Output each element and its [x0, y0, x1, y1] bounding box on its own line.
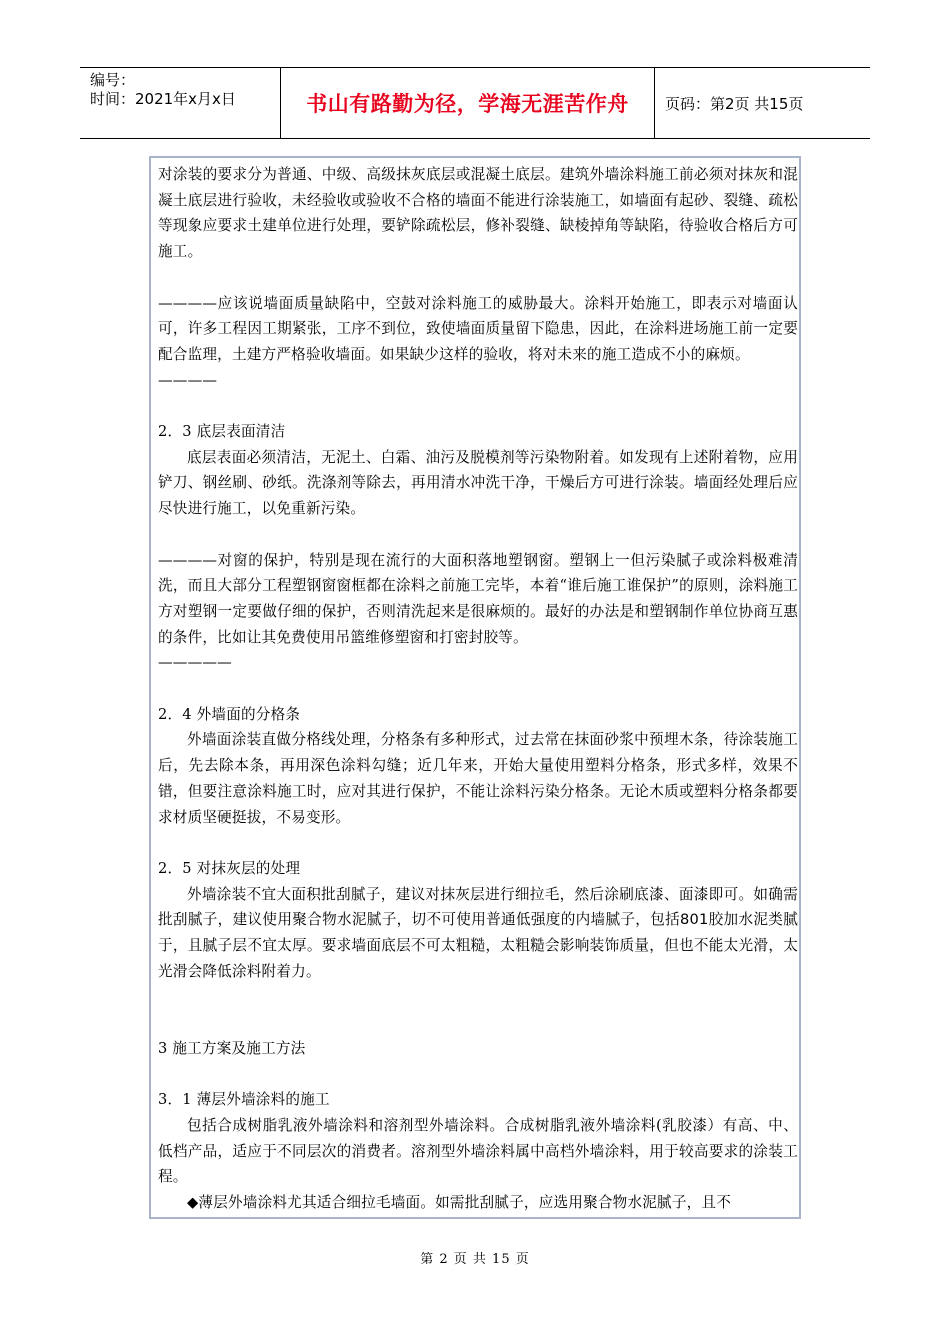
header-page-info: 页码：第2页 共15页 — [665, 94, 804, 113]
section-heading-2-4: 2．4 外墙面的分格条 — [158, 705, 301, 723]
section-heading-3-1: 3．1 薄层外墙涂料的施工 — [158, 1091, 330, 1109]
section-body-3-1: 包括合成树脂乳液外墙涂料和溶剂型外墙涂料。合成树脂乳液外墙涂料(乳胶漆）有高、中、低档产品，适应于不同层次的消费者。溶剂型外墙涂料属中高档外墙涂料，用于较高要求的涂装工程。 — [158, 1116, 798, 1186]
note-end-dash: ———— — [158, 371, 218, 389]
document-number-label: 编号： — [90, 71, 136, 89]
note-paragraph: ————应该说墙面质量缺陷中，空鼓对涂料施工的威胁最大。涂料开始施工，即表示对墙面认可，许多工程因工期紧张，工序不到位，致使墙面质量留下隐患，因此，在涂料进场施工前一定要配合监理，土建方严格验收墙面。如果缺少这样的验收，将对未来的施工造成不小的麻烦。 — [158, 294, 798, 363]
note-end-dash: ————— — [158, 654, 232, 672]
section-heading-3: 3 施工方案及施工方法 — [158, 1039, 306, 1057]
page-footer: 第 2 页 共 15 页 — [420, 1252, 530, 1267]
body-number: 801 — [680, 911, 709, 929]
header-motto-cell — [281, 68, 655, 138]
section-body-2-4: 外墙面涂装直做分格线处理，分格条有多种形式，过去常在抹面砂浆中预埋木条，待涂装施工后，先去除本条，再用深色涂料勾缝；近几年来，开始大量使用塑料分格条，形式多样，效果不错，但要注意涂料施工时，应对其进行保护，不能让涂料污染分格条。无论木质或塑料分格条都要求材质坚硬挺拔，不易变形。 — [158, 731, 798, 826]
paragraph: 对涂装的要求分为普通、中级、高级抹灰底层或混凝土底层。建筑外墙涂料施工前必须对抹灰和混凝土底层进行验收，未经验收或验收不合格的墙面不能进行涂装施工，如墙面有起砂、裂缝、疏松等现象应要求土建单位进行处理，要铲除疏松层，修补裂缝、缺棱掉角等缺陷，待验收合格后方可施工。 — [158, 166, 798, 261]
bullet-paragraph: ◆薄层外墙涂料尤其适合细拉毛墙面。如需批刮腻子，应选用聚合物水泥腻子，且不 — [187, 1194, 732, 1211]
section-heading-2-3: 2．3 底层表面清洁 — [158, 423, 286, 440]
body-text: 外墙涂装不宜大面积批刮腻子，建议对抹灰层进行细拉毛，然后涂刷底漆、面漆即可。如确需批刮腻子，建议使用聚合物水泥腻子，切不可使用普通低强度的内墙腻子，包括 — [158, 885, 798, 929]
document-date: 时间：2021年x月x日 — [90, 90, 236, 108]
document-body — [158, 162, 798, 1216]
header-table — [80, 67, 870, 139]
section-body-2-5 — [158, 882, 798, 985]
body-text: 胶加水泥类腻于，且腻子层不宜太厚。要求墙面底层不可太粗糙，太粗糙会影响装饰质量，但也不能太光滑，太光滑会降低涂料附着力。 — [158, 911, 798, 980]
header-meta — [80, 68, 281, 138]
note-paragraph: ————对窗的保护，特别是现在流行的大面积落地塑钢窗。塑钢上一但污染腻子或涂料极难清洗，而且大部分工程塑钢窗窗框都在涂料之前施工完毕，本着“谁后施工谁保护”的原则，涂料施工方对塑钢一定要做仔细的保护，否则清洗起来是很麻烦的。最好的办法是和塑钢制作单位协商互惠的条件，比如让其免费使用吊篮维修塑窗和打密封胶等。 — [158, 551, 798, 646]
header-motto: 书山有路勤为径，学海无涯苦作舟 — [306, 92, 629, 116]
section-heading-2-5: 2．5 对抹灰层的处理 — [158, 859, 301, 877]
section-body-2-3: 底层表面必须清洁，无泥土、白霜、油污及脱模剂等污染物附着。如发现有上述附着物，应用铲刀、钢丝刷、砂纸。洗涤剂等除去，再用清水冲洗干净，干燥后方可进行涂装。墙面经处理后应尽快进行施工，以免重新污染。 — [158, 448, 798, 518]
